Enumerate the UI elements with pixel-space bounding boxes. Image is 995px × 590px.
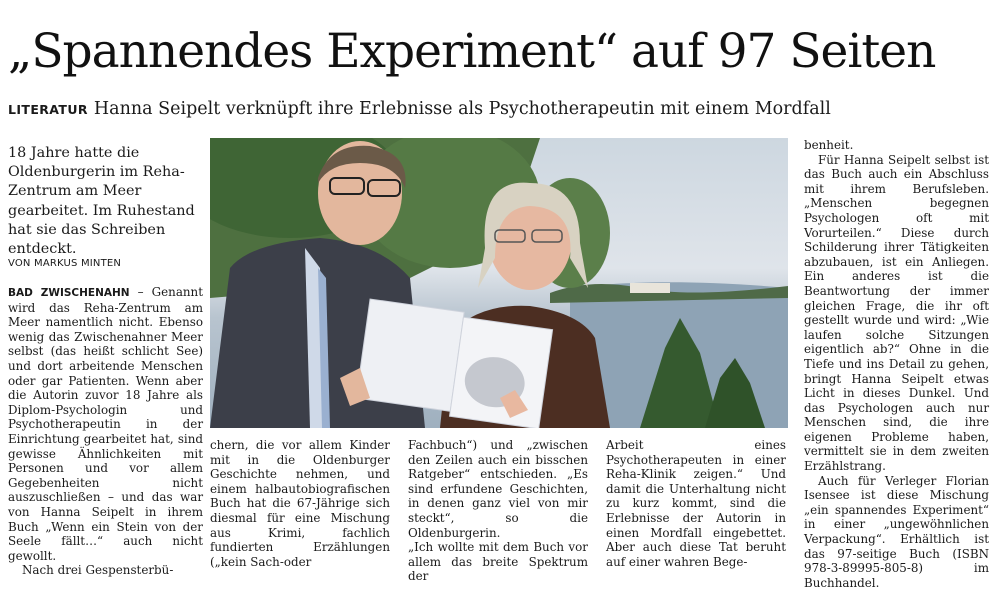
column-1-paragraph: – Genannt wird das Reha-Zentrum am Meer namentlich nicht. Ebenso wenig das Zwischenahner Meer selbst (das heißt schlicht See) und dort arbeitende Menschen oder gar Patienten. Wenn aber die Autorin zuvor 18 Jahre als Diplom-Psychologin und Psychotherapeutin in der Einrichtung gearbeitet hat, sind gewisse Ähnlichkeiten mit Personen und vor allem Gegebenheiten nicht auszuschließen – und das war von Hanna Seipelt in ihrem Buch „Wenn ein Stein von der Seele fällt…“ auch nicht gewollt. bbox=[8, 285, 203, 563]
column-2 bbox=[210, 438, 390, 569]
article-photo bbox=[210, 138, 788, 428]
subheadline-row bbox=[8, 96, 988, 123]
column-2-paragraph: chern, die vor allem Kinder mit in die Oldenburger Geschichte nehmen, und einem halbautobiografischen Buch hat die 67-Jährige sich diesmal für eine Mischung aus Krimi, fachlich fundierten Erzählungen („kein Sach-oder bbox=[210, 438, 390, 569]
kicker: LITERATUR bbox=[8, 102, 88, 117]
subheadline: Hanna Seipelt verknüpft ihre Erlebnisse als Psychotherapeutin mit einem Mordfall bbox=[93, 99, 831, 119]
column-5-paragraph-0: benheit. bbox=[804, 138, 854, 152]
column-5-paragraph-1: Für Hanna Seipelt selbst ist das Buch auch ein Abschluss mit ihrem Berufsleben. „Menschen begegnen Psychologen oft mit Vorurteilen.“ Diese durch Schilderung ihrer Tätigkeiten abzubauen, ist ein Anliegen. Ein anderes ist die Beantwortung der immer gleichen Frage, die ihr oft gestellt wurde und wird: „Wie laufen solche Sitzungen eigentlich ab?“ Ohne in die Tiefe und ins Detail zu gehen, bringt Hanna Seipelt etwas Licht in dieses Dunkel. Und das Psychologen auch nur Menschen sind, die ihre eigenen Probleme haben, vermittelt sie in dem zweiten Erzählstrang. bbox=[804, 152, 989, 474]
photo-illustration bbox=[210, 138, 788, 428]
headline: „Spannendes Experiment“ auf 97 Seiten bbox=[8, 24, 936, 79]
column-5-paragraph-2: Auch für Verleger Florian Isensee ist diese Mischung „ein spannendes Experiment“ in einer „ungewöhnlichen Verpackung“. Erhältlich ist das 97-seitige Buch (ISBN 978-3-89995-805-8) im Buchhandel. bbox=[804, 473, 989, 590]
dateline: BAD ZWISCHENAHN bbox=[8, 287, 130, 299]
column-3-paragraph-2: „Ich wollte mit dem Buch vor allem das breite Spektrum der bbox=[408, 540, 588, 584]
teaser: 18 Jahre hatte die Oldenburgerin im Reha-Zentrum am Meer gearbeitet. Im Ruhestand hat sie das Schreiben entdeckt. bbox=[8, 145, 195, 258]
byline: VON MARKUS MINTEN bbox=[8, 258, 122, 269]
column-4-paragraph: Arbeit eines Psychotherapeuten in einer Reha-Klinik zeigen.“ Und damit die Unterhaltung nicht zu kurz kommt, sind die Erlebnisse der Autorin in einen Mordfall eingebettet. Aber auch diese Tat beruht auf einer wahren Bege- bbox=[606, 438, 786, 569]
column-5 bbox=[804, 138, 989, 590]
column-1-paragraph-2: Nach drei Gespensterbü- bbox=[22, 563, 174, 578]
column-1 bbox=[8, 285, 203, 578]
column-4 bbox=[606, 438, 786, 569]
column-3 bbox=[408, 438, 588, 584]
column-3-paragraph: Fachbuch“) und „zwischen den Zeilen auch ein bisschen Ratgeber“ entschieden. „Es sind erfundene Geschichten, in denen ganz viel von mir steckt“, so die Oldenburgerin. bbox=[408, 438, 588, 540]
